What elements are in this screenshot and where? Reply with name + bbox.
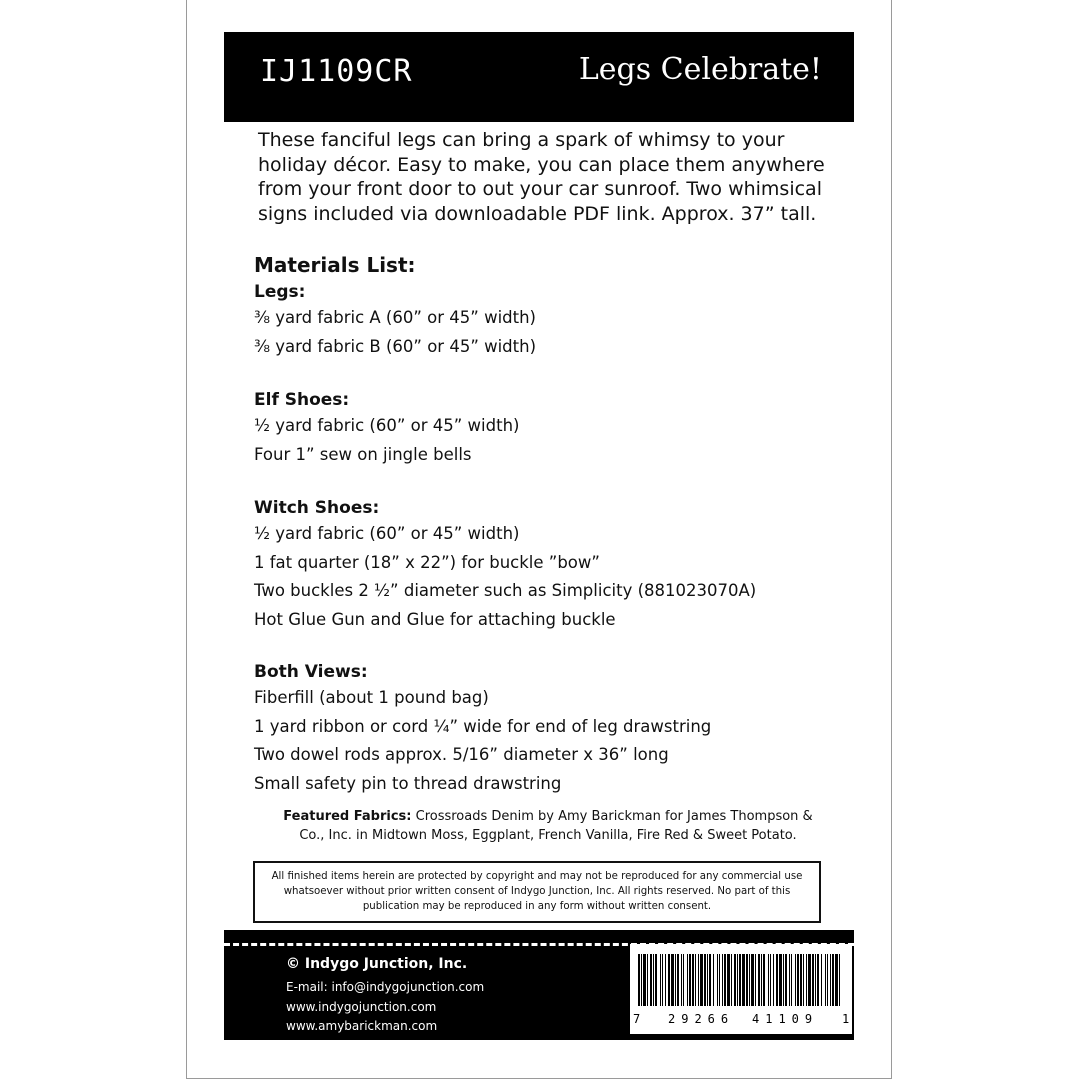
- barcode-bar: [704, 954, 706, 1006]
- barcode-bar: [717, 954, 718, 1006]
- barcode-bar: [660, 954, 661, 1006]
- barcode-bar: [641, 954, 642, 1006]
- featured-label: Featured Fabrics:: [283, 809, 412, 824]
- barcode-bar: [668, 954, 670, 1006]
- company-name: © Indygo Junction, Inc.: [286, 956, 468, 972]
- barcode-bar: [806, 954, 807, 1006]
- barcode-bar: [722, 954, 723, 1006]
- section-both-views: [254, 660, 854, 798]
- barcode-group-left: 29266: [668, 1012, 735, 1026]
- barcode-bar: [727, 954, 730, 1006]
- list-item: Four 1” sew on jingle bells: [254, 444, 472, 464]
- pattern-code: IJ1109CR: [260, 54, 413, 89]
- barcode-bar: [768, 954, 769, 1006]
- barcode-bar: [835, 954, 838, 1006]
- barcode-bar: [825, 954, 826, 1006]
- section-legs: [254, 280, 854, 361]
- list-item: ½ yard fabric (60” or 45” width): [254, 524, 520, 543]
- barcode-bar: [709, 954, 711, 1006]
- barcode-bar: [755, 954, 756, 1006]
- barcode-bar: [751, 954, 754, 1006]
- list-item: Two dowel rods approx. 5/16” diameter x 36” long: [254, 745, 669, 764]
- barcode-bar: [749, 954, 750, 1006]
- barcode-bar: [653, 954, 654, 1006]
- section-witch-shoes: [254, 496, 854, 634]
- barcode-bar: [698, 954, 699, 1006]
- barcode-bar: [665, 954, 666, 1006]
- barcode-bar: [776, 954, 778, 1006]
- barcode-bar: [643, 954, 646, 1006]
- barcode-bar: [677, 954, 679, 1006]
- email-contact[interactable]: E-mail: info@indygojunction.com: [286, 980, 485, 994]
- barcode-bar: [827, 954, 828, 1006]
- section-heading: Elf Shoes:: [254, 390, 350, 410]
- barcode-bar: [808, 954, 811, 1006]
- list-item: Two buckles 2 ½” diameter such as Simplicity (881023070A): [254, 581, 757, 600]
- section-heading: Legs:: [254, 282, 306, 302]
- barcode-bar: [832, 954, 834, 1006]
- featured-line-1: Crossroads Denim by Amy Barickman for James Thompson &: [411, 809, 813, 824]
- website-link-2[interactable]: www.amybarickman.com: [286, 1019, 438, 1033]
- barcode-bar: [655, 954, 657, 1006]
- barcode-bar: [803, 954, 804, 1006]
- barcode-bar: [761, 954, 762, 1006]
- barcode-bar: [671, 954, 674, 1006]
- footer-banner: [224, 930, 854, 1040]
- list-item: Hot Glue Gun and Glue for attaching buckle: [254, 609, 616, 629]
- barcode-bar: [695, 954, 696, 1006]
- barcode-bar: [638, 954, 640, 1006]
- website-link[interactable]: www.indygojunction.com: [286, 1000, 437, 1014]
- list-item: 1 yard ribbon or cord ¼” wide for end of leg drawstring: [254, 716, 712, 736]
- list-item: ½ yard fabric (60” or 45” width): [254, 416, 520, 435]
- barcode-bar: [719, 954, 720, 1006]
- barcode-bar: [770, 954, 771, 1006]
- barcode-bar: [681, 954, 682, 1006]
- barcode-bar: [763, 954, 765, 1006]
- barcode-bar: [724, 954, 726, 1006]
- barcode-bars: [638, 954, 844, 1016]
- barcode-bar: [647, 954, 648, 1006]
- barcode-bar: [689, 954, 691, 1006]
- barcode-bar: [785, 954, 787, 1006]
- copyright-notice: All finished items herein are protected by copyright and may not be reproduced for any commercial use whatsoever without prior written consent of Indygo Junction, Inc. All rights reserved. No part of this publication may be reproduced in any form without written consent.: [253, 861, 821, 923]
- barcode-bar: [815, 954, 816, 1006]
- barcode-bar: [662, 954, 663, 1006]
- barcode-bar: [683, 954, 684, 1006]
- list-item: Small safety pin to thread drawstring: [254, 773, 562, 793]
- barcode-bar: [773, 954, 774, 1006]
- barcode-bar: [779, 954, 782, 1006]
- barcode-bar: [795, 954, 796, 1006]
- list-item: ⅜ yard fabric B (60” or 45” width): [254, 336, 537, 356]
- barcode-bar: [700, 954, 703, 1006]
- section-heading: Both Views:: [254, 662, 368, 682]
- barcode-bar: [707, 954, 708, 1006]
- barcode-digit-last: 1: [842, 1012, 850, 1026]
- materials-list-heading: Materials List:: [254, 253, 416, 277]
- list-item: Fiberfill (about 1 pound bag): [254, 688, 489, 707]
- barcode-bar: [797, 954, 799, 1006]
- barcode-bar: [692, 954, 694, 1006]
- section-elf-shoes: [254, 388, 854, 469]
- barcode-bar: [830, 954, 831, 1006]
- barcode-bar: [713, 954, 714, 1006]
- barcode-bar: [817, 954, 819, 1006]
- barcode-bar: [839, 954, 840, 1006]
- barcode-bar: [675, 954, 676, 1006]
- list-item: ⅜ yard fabric A (60” or 45” width): [254, 308, 536, 327]
- barcode-bar: [758, 954, 760, 1006]
- barcode-bar: [746, 954, 748, 1006]
- featured-fabrics: [248, 807, 848, 845]
- pattern-title: Legs Celebrate!: [578, 52, 822, 87]
- description-paragraph: These fanciful legs can bring a spark of whimsy to your holiday décor. Easy to make, you can place them anywhere from your front door to out your car sunroof. Two whimsical signs included via downloadable PDF link. Approx. 37” tall.: [258, 129, 825, 225]
- barcode-digits: [630, 1012, 852, 1030]
- featured-line-2: Co., Inc. in Midtown Moss, Eggplant, French Vanilla, Fire Red & Sweet Potato.: [299, 828, 797, 843]
- list-item: 1 fat quarter (18” x 22”) for buckle ”bow”: [254, 552, 600, 572]
- barcode-bar: [737, 954, 738, 1006]
- barcode-bar: [812, 954, 814, 1006]
- title-banner: [224, 32, 854, 122]
- barcode-bar: [821, 954, 822, 1006]
- barcode-bar: [739, 954, 741, 1006]
- barcode: [630, 944, 852, 1034]
- barcode-bar: [687, 954, 688, 1006]
- barcode-bar: [800, 954, 802, 1006]
- barcode-bar: [783, 954, 784, 1006]
- section-heading: Witch Shoes:: [254, 498, 380, 518]
- barcode-bar: [789, 954, 790, 1006]
- barcode-bar: [731, 954, 732, 1006]
- barcode-bar: [734, 954, 736, 1006]
- barcode-bar: [742, 954, 745, 1006]
- barcode-group-right: 41109: [752, 1012, 819, 1026]
- barcode-bar: [650, 954, 652, 1006]
- barcode-digit-first: 7: [633, 1012, 641, 1026]
- barcode-bar: [791, 954, 792, 1006]
